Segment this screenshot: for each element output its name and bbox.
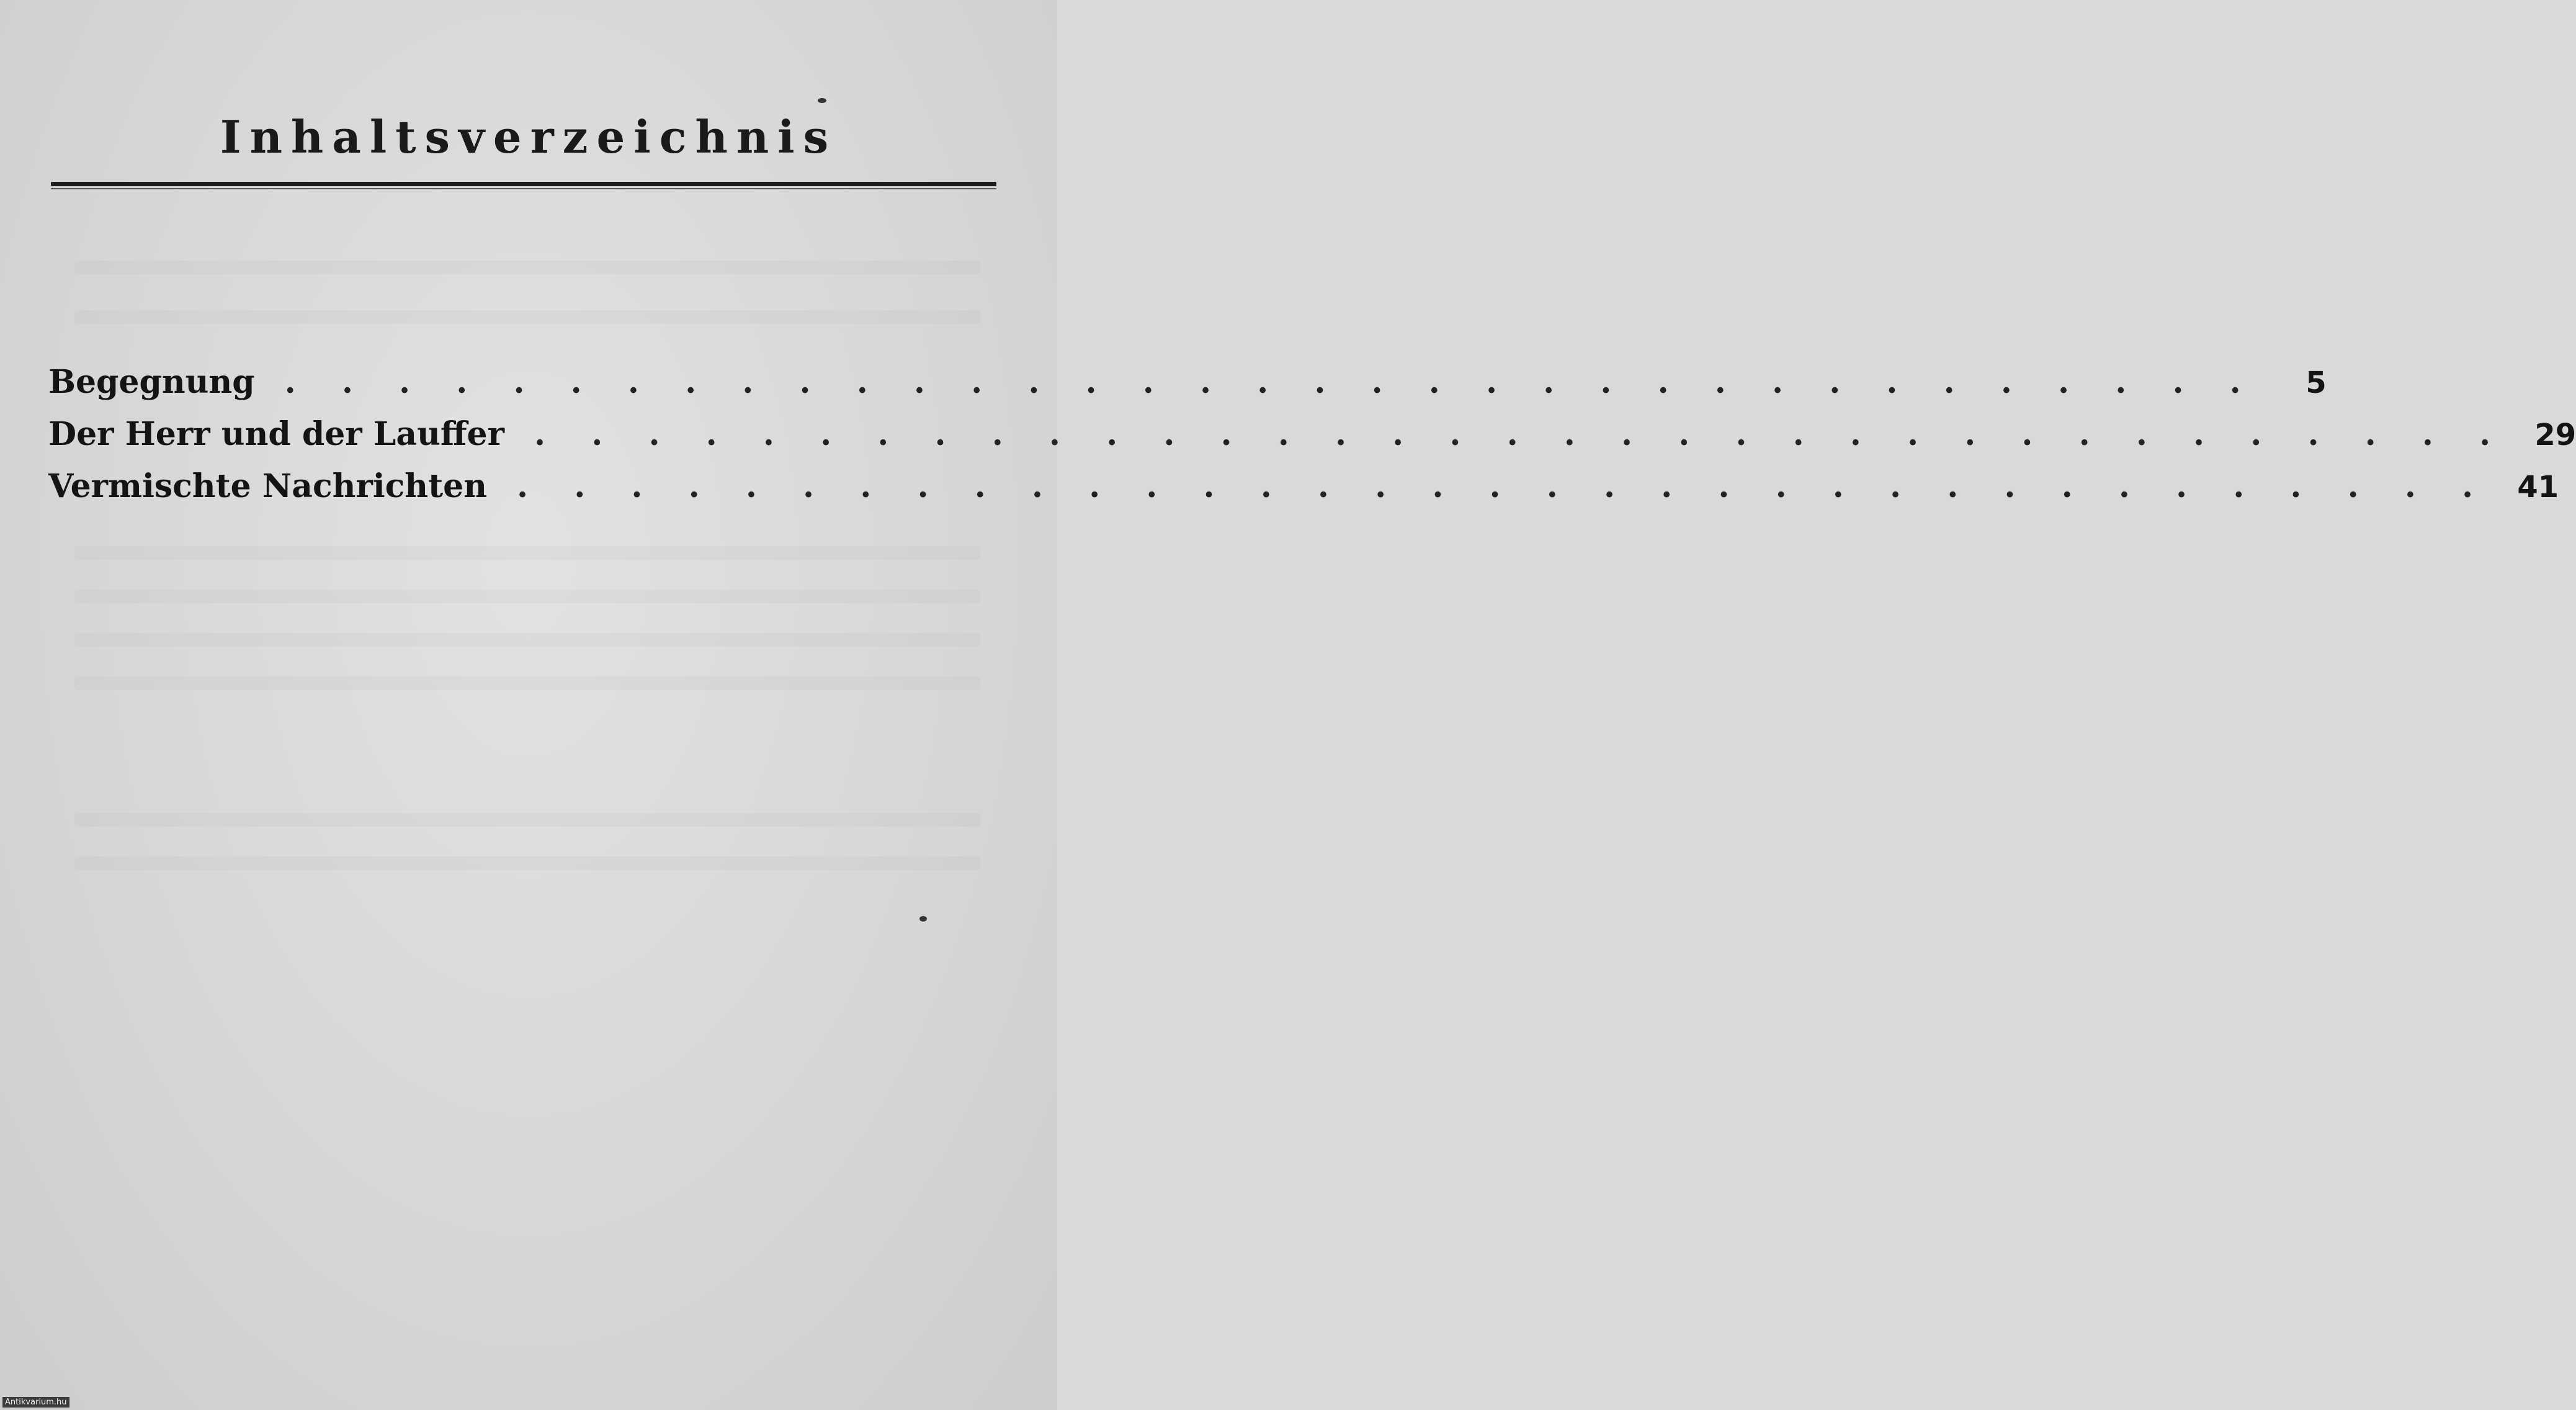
- toc-leader-dots: . . . . . . . . . . . . . . . . . . . . . . . . . . . . . . . . . . .: [534, 415, 2508, 453]
- toc-entry-title: Begegnung: [48, 363, 255, 401]
- table-of-contents: [48, 363, 2576, 519]
- toc-entry: [48, 467, 2559, 519]
- toc-leader-dots: . . . . . . . . . . . . . . . . . . . . . . . . . . . . . . . . . . .: [517, 467, 2491, 505]
- show-through-line: [74, 546, 980, 560]
- ink-speck: [919, 916, 927, 922]
- show-through-line: [74, 856, 980, 870]
- toc-entry-page: 29: [2534, 418, 2576, 452]
- show-through-line: [74, 813, 980, 827]
- toc-entry: [48, 415, 2576, 467]
- title-rule-shadow: [51, 188, 996, 189]
- ink-speck: [818, 98, 826, 103]
- page-title: Inhaltsverzeichnis: [220, 110, 838, 163]
- watermark: Antikvarium.hu: [2, 1397, 69, 1408]
- show-through-line: [74, 590, 980, 603]
- toc-entry-title: Der Herr und der Lauffer: [48, 415, 505, 453]
- show-through-line: [74, 310, 980, 324]
- show-through-line: [74, 633, 980, 647]
- toc-entry-title: Vermischte Nachrichten: [48, 467, 488, 505]
- toc-leader-dots: . . . . . . . . . . . . . . . . . . . . . . . . . . . . . . . . . . .: [284, 363, 2258, 401]
- show-through-line: [74, 676, 980, 690]
- title-rule: [51, 182, 996, 186]
- toc-entry-page: 5: [2305, 366, 2327, 400]
- show-through-line: [74, 261, 980, 274]
- toc-entry: [48, 363, 2327, 415]
- toc-entry-page: 41: [2517, 470, 2559, 505]
